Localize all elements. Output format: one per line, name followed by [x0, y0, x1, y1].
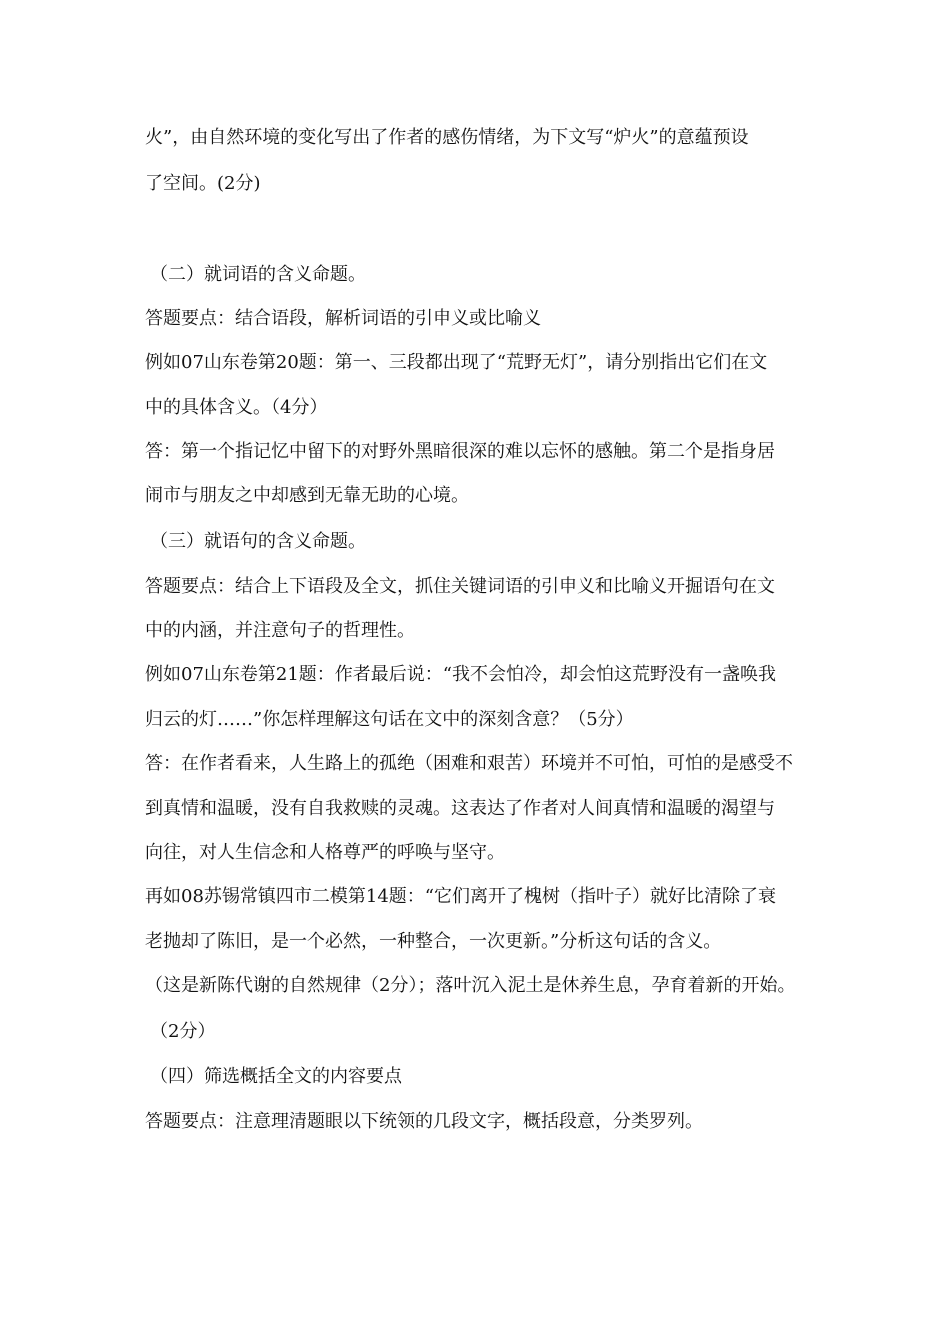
text-line: 答题要点：结合上下语段及全文，抓住关键词语的引申义和比喻义开掘语句在文: [145, 576, 775, 597]
text-line: 答：在作者看来，人生路上的孤绝（困难和艰苦）环境并不可怕，可怕的是感受不: [145, 753, 793, 774]
text-line: 答题要点：注意理清题眼以下统领的几段文字，概括段意，分类罗列。: [145, 1111, 703, 1132]
text-line: 中的具体含义。（4分）: [145, 397, 328, 418]
text-line: 例如07山东卷第20题：第一、三段都出现了“荒野无灯”，请分别指出它们在文: [145, 352, 768, 373]
text-line: 向往，对人生信念和人格尊严的呼唤与坚守。: [145, 842, 505, 863]
section-heading: （三）就语句的含义命题。: [150, 531, 366, 552]
text-line: 再如08苏锡常镇四市二模第14题：“它们离开了槐树（指叶子）就好比清除了衰: [145, 886, 777, 907]
text-line: 例如07山东卷第21题：作者最后说：“我不会怕冷，却会怕这荒野没有一盏唤我: [145, 664, 777, 685]
text-line: （2分）: [150, 1021, 216, 1042]
section-heading: （四）筛选概括全文的内容要点: [150, 1066, 402, 1087]
text-line: 中的内涵，并注意句子的哲理性。: [145, 620, 415, 641]
section-heading: （二）就词语的含义命题。: [150, 264, 366, 285]
text-line: 了空间。(2分): [145, 173, 261, 194]
text-line: 火”，由自然环境的变化写出了作者的感伤情绪，为下文写“炉火”的意蕴预设: [145, 127, 749, 148]
text-line: 老抛却了陈旧，是一个必然，一种整合，一次更新。”分析这句话的含义。: [145, 931, 722, 952]
text-line: 到真情和温暖，没有自我救赎的灵魂。这表达了作者对人间真情和温暖的渴望与: [145, 798, 775, 819]
text-line: 闹市与朋友之中却感到无靠无助的心境。: [145, 485, 469, 506]
text-line: 答：第一个指记忆中留下的对野外黑暗很深的难以忘怀的感触。第二个是指身居: [145, 441, 775, 462]
text-line: 答题要点：结合语段，解析词语的引申义或比喻义: [145, 308, 541, 329]
text-line: （这是新陈代谢的自然规律（2分）；落叶沉入泥土是休养生息，孕育着新的开始。: [145, 975, 796, 996]
text-line: 归云的灯……”你怎样理解这句话在文中的深刻含意？（5分）: [145, 709, 634, 730]
